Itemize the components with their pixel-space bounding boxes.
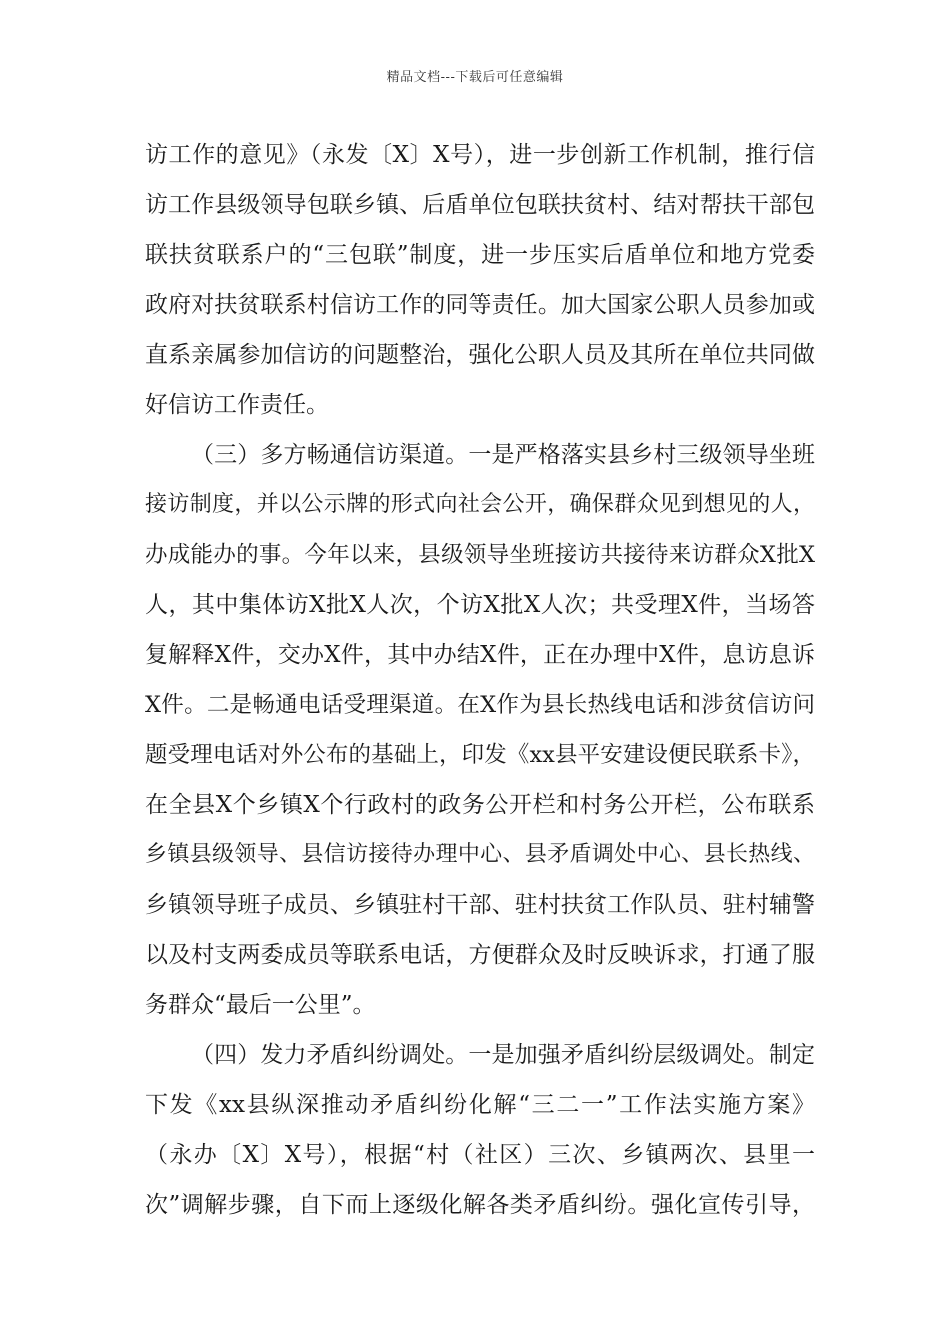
text-line: 乡镇领导班子成员、乡镇驻村干部、驻村扶贫工作队员、驻村辅警: [145, 892, 815, 918]
text-line: 在全县X个乡镇X个行政村的政务公开栏和村务公开栏，公布联系: [145, 792, 815, 818]
text-line: 访工作县级领导包联乡镇、后盾单位包联扶贫村、结对帮扶干部包: [145, 192, 815, 218]
text-line: 接访制度，并以公示牌的形式向社会公开，确保群众见到想见的人，: [145, 492, 815, 517]
text-line: 办成能办的事。今年以来，县级领导坐班接访共接待来访群众X批X: [145, 542, 815, 568]
paragraph: [145, 1030, 815, 1230]
text-line: 下发《xx县纵深推动矛盾纠纷化解“三二一”工作法实施方案》: [145, 1092, 815, 1118]
page-header: 精品文档---下载后可任意编辑: [386, 70, 564, 85]
text-line: （三）多方畅通信访渠道。一是严格落实县乡村三级领导坐班: [191, 442, 815, 468]
text-line: X件。二是畅通电话受理渠道。在X作为县长热线电话和涉贫信访问: [145, 692, 815, 718]
text-line: 直系亲属参加信访的问题整治，强化公职人员及其所在单位共同做: [145, 342, 815, 368]
paragraph: [145, 130, 815, 430]
text-line: 以及村支两委成员等联系电话，方便群众及时反映诉求，打通了服: [145, 942, 815, 968]
text-line: 乡镇县级领导、县信访接待办理中心、县矛盾调处中心、县长热线、: [145, 842, 815, 867]
paragraph: [145, 430, 815, 1030]
document-body: [145, 130, 815, 1230]
text-line: 复解释X件，交办X件，其中办结X件，正在办理中X件，息访息诉: [145, 642, 815, 668]
text-line: 政府对扶贫联系村信访工作的同等责任。加大国家公职人员参加或: [145, 292, 815, 318]
text-line: 联扶贫联系户的“三包联”制度，进一步压实后盾单位和地方党委: [145, 242, 815, 268]
text-line: （永办〔X〕X号），根据“村（社区）三次、乡镇两次、县里一: [145, 1142, 815, 1168]
text-line: 人，其中集体访X批X人次，个访X批X人次；共受理X件，当场答: [145, 592, 815, 618]
text-line: 次”调解步骤，自下而上逐级化解各类矛盾纠纷。强化宣传引导，: [145, 1192, 815, 1218]
text-line: 访工作的意见》（永发〔X〕X号），进一步创新工作机制，推行信: [145, 142, 815, 168]
text-line: 好信访工作责任。: [145, 392, 329, 418]
text-line: 务群众“最后一公里”。: [145, 992, 376, 1018]
text-line: 题受理电话对外公布的基础上，印发《xx县平安建设便民联系卡》，: [145, 742, 815, 768]
text-line: （四）发力矛盾纠纷调处。一是加强矛盾纠纷层级调处。制定: [191, 1042, 815, 1068]
